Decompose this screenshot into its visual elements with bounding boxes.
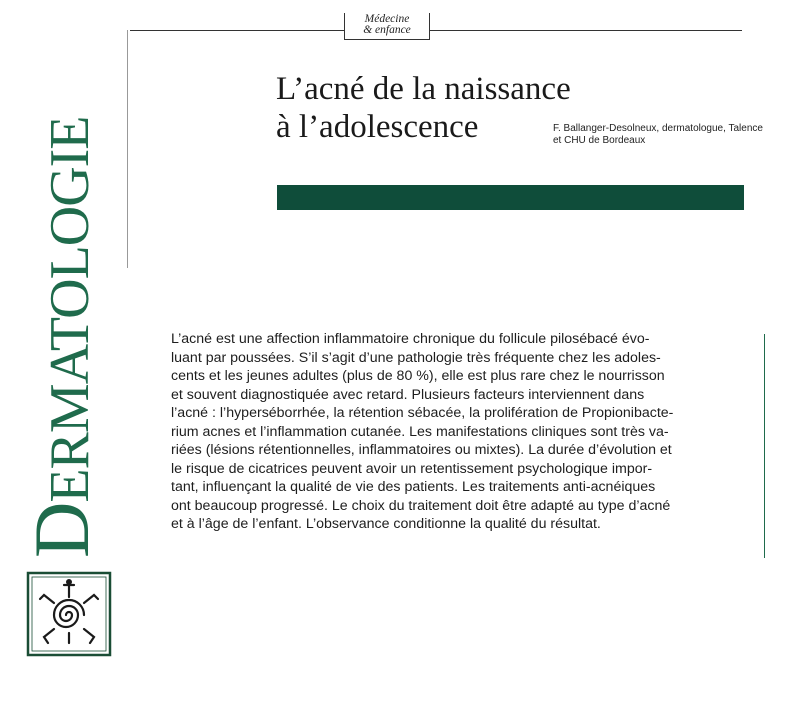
section-title bbox=[18, 116, 105, 558]
abstract-line: le risque de cicatrices peuvent avoir un retentissement psychologique impor- bbox=[171, 460, 653, 477]
abstract-line: l’acné : l’hyperséborrhée, la rétention sébacée, la prolifération de Propionibacte- bbox=[171, 405, 674, 421]
abstract-line: et souvent diagnostiquée avec retard. Plusieurs facteurs interviennent dans bbox=[171, 386, 645, 403]
journal-line-1: Médecine bbox=[364, 13, 410, 25]
author-line-2: et CHU de Bordeaux bbox=[553, 135, 646, 146]
journal-line-2: & enfance bbox=[363, 24, 411, 36]
abstract-line: luant par poussées. S’il s’agit d’une pathologie très fréquente chez les adoles- bbox=[171, 349, 661, 366]
section-title-initial: D bbox=[18, 502, 105, 558]
author-line-1: F. Ballanger-Desolneux, dermatologue, Talence bbox=[553, 123, 763, 134]
abstract-rule bbox=[764, 334, 765, 558]
abstract bbox=[171, 330, 766, 534]
abstract-line: cents et les jeunes adultes (plus de 80 %), elle est plus rare chez le nourrisson bbox=[171, 368, 665, 384]
abstract-line: riées (lésions rétentionnelles, inflammatoires ou mixtes). La durée d’évolution et bbox=[171, 442, 672, 458]
title-bar bbox=[277, 185, 744, 210]
abstract-line: ont beaucoup progressé. Le choix du traitement doit être adapté au type d’acné bbox=[171, 497, 671, 514]
article-title-line-2: à l’adolescence bbox=[276, 109, 479, 145]
abstract-line: tant, influençant la qualité de vie des patients. Les traitements anti-acnéiques bbox=[171, 479, 656, 495]
section-title-rest: ERMATOLOGIE bbox=[39, 116, 101, 503]
journal-label bbox=[344, 13, 430, 40]
article-title bbox=[276, 70, 571, 146]
header-rule bbox=[130, 30, 742, 31]
spiral-figure-icon bbox=[26, 571, 112, 657]
article-title-line-1: L’acné de la naissance bbox=[276, 71, 571, 107]
abstract-line: et à l’âge de l’enfant. L’observance conditionne la qualité du résultat. bbox=[171, 516, 601, 532]
abstract-line: L’acné est une affection inflammatoire chronique du follicule pilosébacé évo- bbox=[171, 331, 650, 347]
side-rule bbox=[127, 30, 128, 268]
abstract-line: rium acnes et l’inflammation cutanée. Les manifestations cliniques sont très va- bbox=[171, 423, 669, 440]
author-affiliation bbox=[553, 123, 783, 147]
